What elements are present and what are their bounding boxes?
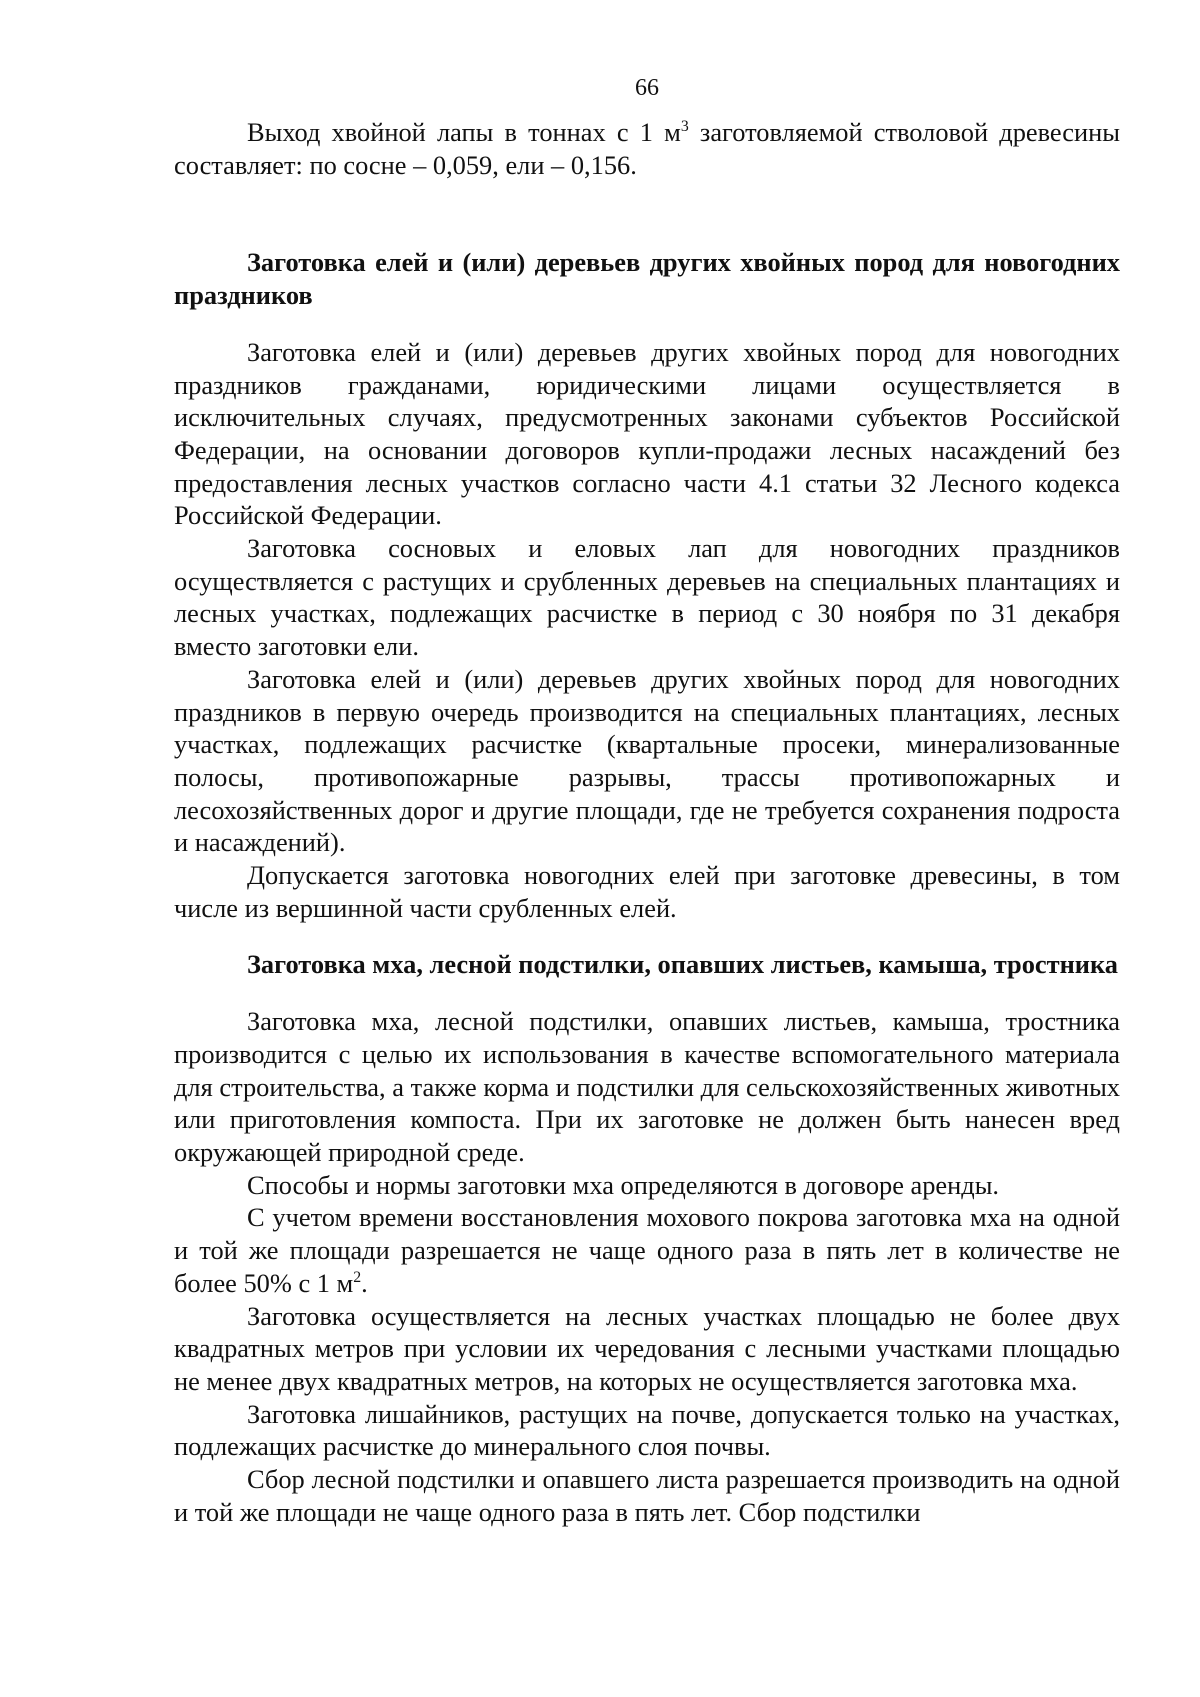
- paragraph: Заготовка елей и (или) деревьев других хвойных пород для новогодних праздников в первую очередь производится на специальных плантациях, лесных участках, подлежащих расчистке (квартальные просеки, минерализованные полосы, противопожарные разрывы, трассы противопожарных и лесохозяйственных дорог и другие площади, где не требуется сохранения подроста и насаждений).: [174, 663, 1120, 858]
- paragraph: Заготовка мха, лесной подстилки, опавших листьев, камыша, тростника производится с целью их использования в качестве вспомогательного материала для строительства, а также корма и подстилки для сельскохозяйственных животных или приготовления компоста. При их заготовке не должен быть нанесен вред окружающей природной среде.: [174, 1006, 1120, 1167]
- page-number: 66: [635, 75, 659, 101]
- section-heading-new-year-trees: Заготовка елей и (или) деревьев других хвойных пород для новогодних праздников: [174, 247, 1120, 311]
- intro-text-end: заготовляемой стволовой древесины составляет: по сосне – 0,059, ели – 0,156.: [174, 117, 1120, 180]
- intro-text: Выход хвойной лапы в тоннах с 1 м: [247, 117, 681, 147]
- paragraph: [174, 1201, 1120, 1299]
- paragraph: Сбор лесной подстилки и опавшего листа разрешается производить на одной и той же площади не чаще одного раза в пять лет. Сбор подстилки: [174, 1464, 1120, 1527]
- paragraph: Заготовка елей и (или) деревьев других хвойных пород для новогодних праздников гражданами, юридическими лицами осуществляется в исключительных случаях, предусмотренных законами субъектов Российской Федерации, на основании договоров купли-продажи лесных насаждений без предоставления лесных участков согласно части 4.1 статьи 32 Лесного кодекса Российской Федерации.: [174, 336, 1120, 531]
- superscript-square: 2: [353, 1269, 362, 1286]
- paragraph: Заготовка осуществляется на лесных участках площадью не более двух квадратных метров при условии их чередования с лесными участками площадью не менее двух квадратных метров, на которых не осуществляется заготовка мха.: [174, 1300, 1120, 1396]
- superscript-cubic: 3: [680, 118, 689, 136]
- document-body: [174, 116, 1120, 1528]
- paragraph-text-end: .: [361, 1267, 368, 1298]
- section-heading-moss-litter: Заготовка мха, лесной подстилки, опавших листьев, камыша, тростника: [247, 949, 1118, 980]
- paragraph-text: С учетом времени восстановления мохового покрова заготовка мха на одной и той же площади разрешается не чаще одного раза в пять лет в количестве не более 50% с 1 м: [174, 1202, 1120, 1298]
- paragraph: Способы и нормы заготовки мха определяются в договоре аренды.: [247, 1169, 1000, 1200]
- paragraph: Заготовка лишайников, растущих на почве, допускается только на участках, подлежащих расчистке до минерального слоя почвы.: [174, 1398, 1120, 1462]
- paragraph: Заготовка сосновых и еловых лап для новогодних праздников осуществляется с растущих и срубленных деревьев на специальных плантациях и лесных участках, подлежащих расчистке в период с 30 ноября по 31 декабря вместо заготовки ели.: [174, 533, 1120, 662]
- paragraph: Допускается заготовка новогодних елей при заготовке древесины, в том числе из вершинной части срубленных елей.: [174, 860, 1120, 923]
- intro-paragraph: [174, 116, 1120, 181]
